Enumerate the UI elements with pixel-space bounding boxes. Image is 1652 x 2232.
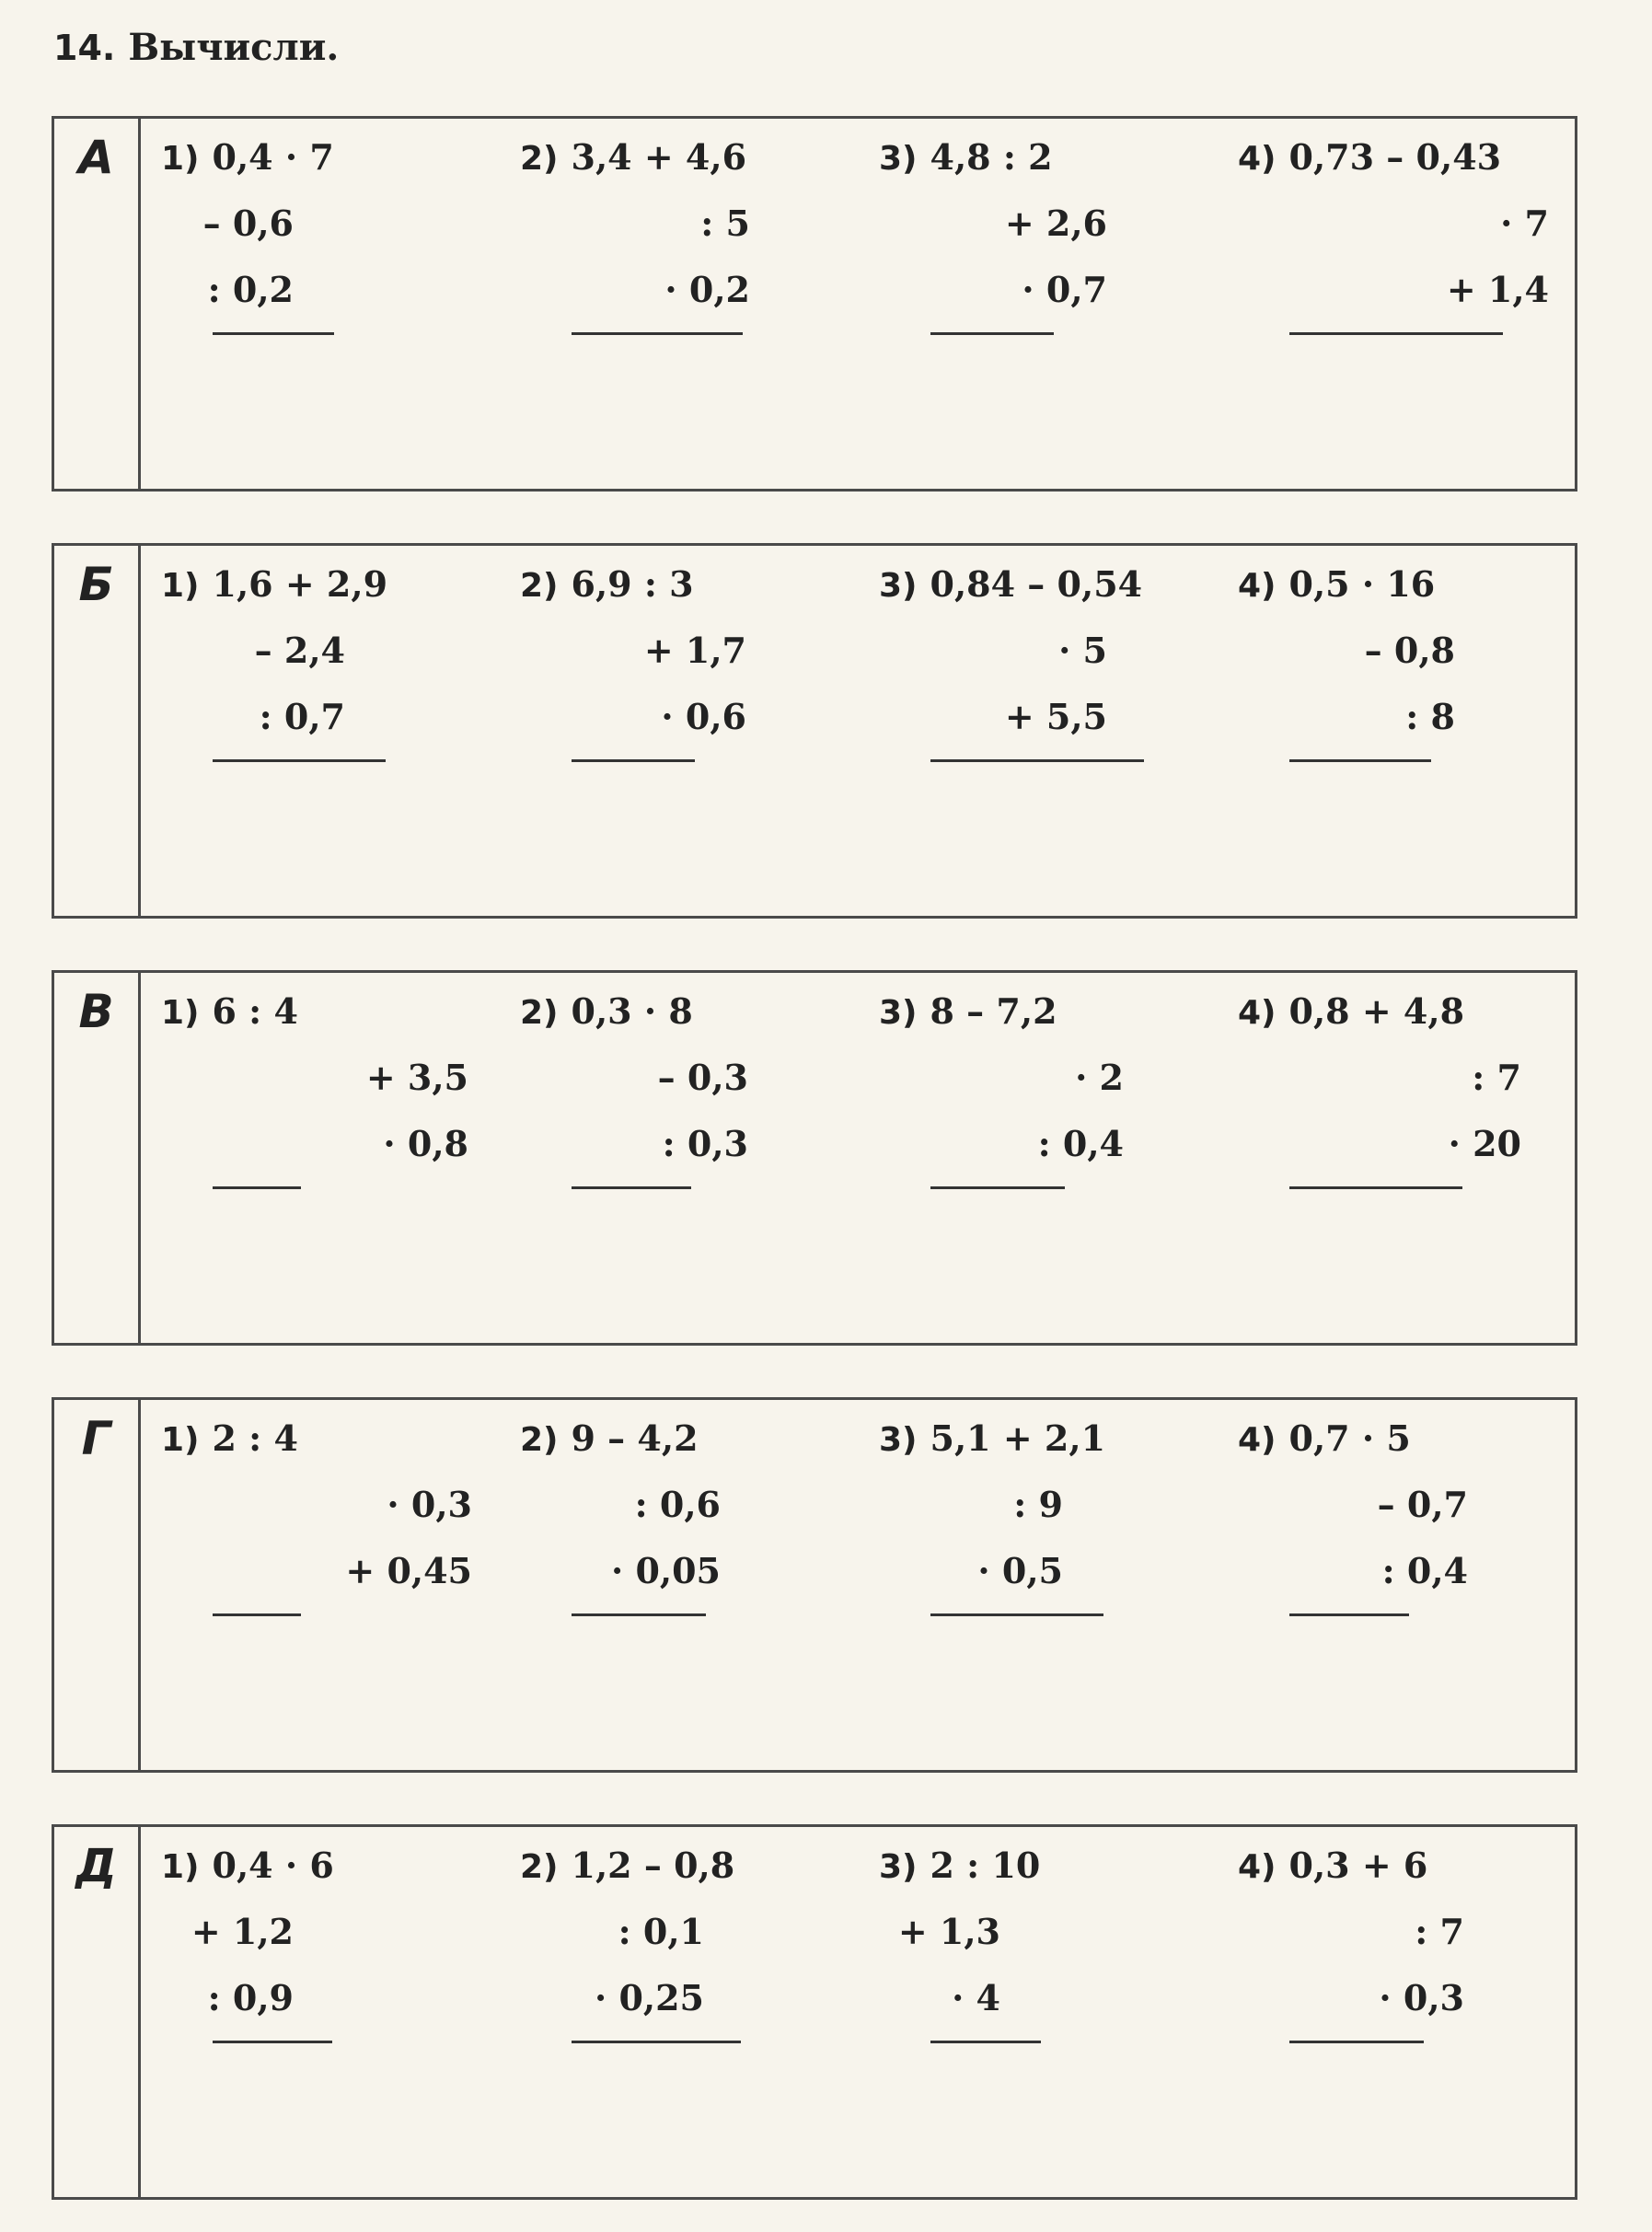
answer-line bbox=[1289, 759, 1431, 762]
section-letter: Д bbox=[54, 1827, 141, 2197]
section-d bbox=[52, 1824, 1577, 2200]
operation-line: : 0,3 bbox=[662, 1123, 748, 1164]
problem-number: 1) bbox=[161, 567, 200, 605]
problem-number: 2) bbox=[520, 567, 559, 605]
operation-line: – 0,3 bbox=[657, 1057, 748, 1098]
first-expression: 0,4 · 6 bbox=[212, 1845, 334, 1886]
operation-line: : 0,7 bbox=[259, 696, 345, 737]
operation-line: · 0,25 bbox=[594, 1977, 704, 2018]
problem-number: 2) bbox=[520, 1421, 559, 1459]
operation-line: · 2 bbox=[1075, 1057, 1124, 1098]
answer-line bbox=[572, 332, 743, 335]
answer-line bbox=[213, 1613, 301, 1616]
operation-line: · 0,5 bbox=[977, 1550, 1063, 1591]
answer-line bbox=[930, 332, 1054, 335]
first-expression: 0,8 + 4,8 bbox=[1288, 990, 1465, 1032]
first-expression: 2 : 4 bbox=[212, 1417, 298, 1459]
first-expression: 1,2 – 0,8 bbox=[571, 1845, 735, 1886]
first-expression: 0,3 · 8 bbox=[571, 990, 693, 1032]
problem-number: 3) bbox=[879, 994, 918, 1032]
answer-line bbox=[572, 759, 695, 762]
section-letter: Г bbox=[54, 1400, 141, 1770]
operation-line: – 0,6 bbox=[202, 202, 294, 244]
problem-number: 2) bbox=[520, 140, 559, 178]
operation-line: · 20 bbox=[1448, 1123, 1521, 1164]
section-a bbox=[52, 116, 1577, 492]
operation-line: : 9 bbox=[1013, 1484, 1063, 1525]
section-g bbox=[52, 1397, 1577, 1773]
operation-line: · 0,3 bbox=[387, 1484, 472, 1525]
problem-number: 2) bbox=[520, 994, 559, 1032]
answer-line bbox=[572, 1613, 706, 1616]
first-expression: 2 : 10 bbox=[930, 1845, 1041, 1886]
answer-line bbox=[1289, 1613, 1409, 1616]
answer-line bbox=[213, 759, 386, 762]
answer-line bbox=[213, 332, 334, 335]
operation-line: – 0,7 bbox=[1377, 1484, 1468, 1525]
first-expression: 3,4 + 4,6 bbox=[571, 136, 747, 178]
operation-line: : 0,9 bbox=[207, 1977, 294, 2018]
operation-line: + 3,5 bbox=[365, 1057, 468, 1098]
problem-number: 3) bbox=[879, 140, 918, 178]
first-expression: 4,8 : 2 bbox=[930, 136, 1053, 178]
answer-line bbox=[1289, 332, 1503, 335]
problem-number: 3) bbox=[879, 1421, 918, 1459]
first-expression: 5,1 + 2,1 bbox=[930, 1417, 1106, 1459]
answer-line bbox=[930, 1613, 1103, 1616]
problem-number: 1) bbox=[161, 1421, 200, 1459]
first-expression: 0,7 · 5 bbox=[1288, 1417, 1411, 1459]
answer-line bbox=[213, 2041, 332, 2043]
section-letter: В bbox=[54, 973, 141, 1343]
operation-line: + 0,45 bbox=[345, 1550, 472, 1591]
operation-line: · 4 bbox=[952, 1977, 1000, 2018]
operation-line: · 0,2 bbox=[664, 269, 750, 310]
task-title: Вычисли. bbox=[128, 26, 340, 69]
operation-line: : 0,4 bbox=[1381, 1550, 1468, 1591]
problem-number: 4) bbox=[1238, 140, 1277, 178]
section-b bbox=[52, 543, 1577, 919]
operation-line: + 1,3 bbox=[897, 1911, 1000, 1952]
answer-line bbox=[930, 1186, 1065, 1189]
operation-line: + 1,2 bbox=[191, 1911, 294, 1952]
answer-line bbox=[213, 1186, 301, 1189]
operation-line: · 0,05 bbox=[610, 1550, 721, 1591]
first-expression: 0,3 + 6 bbox=[1288, 1845, 1428, 1886]
task-header bbox=[53, 20, 339, 75]
problem-number: 3) bbox=[879, 567, 918, 605]
first-expression: 6 : 4 bbox=[212, 990, 298, 1032]
operation-line: · 0,8 bbox=[383, 1123, 468, 1164]
answer-line bbox=[930, 2041, 1041, 2043]
answer-line bbox=[572, 1186, 691, 1189]
operation-line: – 2,4 bbox=[254, 630, 345, 671]
problem-number: 4) bbox=[1238, 1421, 1277, 1459]
operation-line: + 2,6 bbox=[1004, 202, 1107, 244]
first-expression: 1,6 + 2,9 bbox=[212, 563, 388, 605]
operation-line: : 0,1 bbox=[618, 1911, 704, 1952]
section-letter: А bbox=[54, 119, 141, 489]
problem-number: 1) bbox=[161, 140, 200, 178]
operation-line: · 0,7 bbox=[1022, 269, 1107, 310]
first-expression: 0,84 – 0,54 bbox=[930, 563, 1143, 605]
problem-number: 3) bbox=[879, 1848, 918, 1886]
problem-number: 1) bbox=[161, 994, 200, 1032]
first-expression: 8 – 7,2 bbox=[930, 990, 1057, 1032]
task-number: 14. bbox=[53, 28, 116, 68]
first-expression: 0,73 – 0,43 bbox=[1288, 136, 1502, 178]
operation-line: : 0,6 bbox=[634, 1484, 721, 1525]
operation-line: : 0,4 bbox=[1037, 1123, 1124, 1164]
operation-line: : 5 bbox=[700, 202, 750, 244]
operation-line: : 8 bbox=[1405, 696, 1455, 737]
operation-line: + 1,7 bbox=[643, 630, 746, 671]
first-expression: 6,9 : 3 bbox=[571, 563, 694, 605]
operation-line: – 0,8 bbox=[1364, 630, 1455, 671]
problem-number: 4) bbox=[1238, 567, 1277, 605]
section-letter: Б bbox=[54, 546, 141, 916]
problem-number: 4) bbox=[1238, 1848, 1277, 1886]
operation-line: · 0,3 bbox=[1379, 1977, 1464, 2018]
operation-line: : 7 bbox=[1472, 1057, 1521, 1098]
first-expression: 0,5 · 16 bbox=[1288, 563, 1436, 605]
operation-line: + 5,5 bbox=[1004, 696, 1107, 737]
operation-line: : 0,2 bbox=[207, 269, 294, 310]
first-expression: 9 – 4,2 bbox=[571, 1417, 699, 1459]
operation-line: · 5 bbox=[1058, 630, 1107, 671]
operation-line: · 0,6 bbox=[661, 696, 746, 737]
problem-number: 1) bbox=[161, 1848, 200, 1886]
problem-number: 4) bbox=[1238, 994, 1277, 1032]
operation-line: · 7 bbox=[1500, 202, 1549, 244]
answer-line bbox=[572, 2041, 741, 2043]
answer-line bbox=[930, 759, 1144, 762]
answer-line bbox=[1289, 2041, 1424, 2043]
answer-line bbox=[1289, 1186, 1462, 1189]
first-expression: 0,4 · 7 bbox=[212, 136, 334, 178]
operation-line: : 7 bbox=[1415, 1911, 1464, 1952]
problem-number: 2) bbox=[520, 1848, 559, 1886]
operation-line: + 1,4 bbox=[1446, 269, 1549, 310]
section-v bbox=[52, 970, 1577, 1346]
